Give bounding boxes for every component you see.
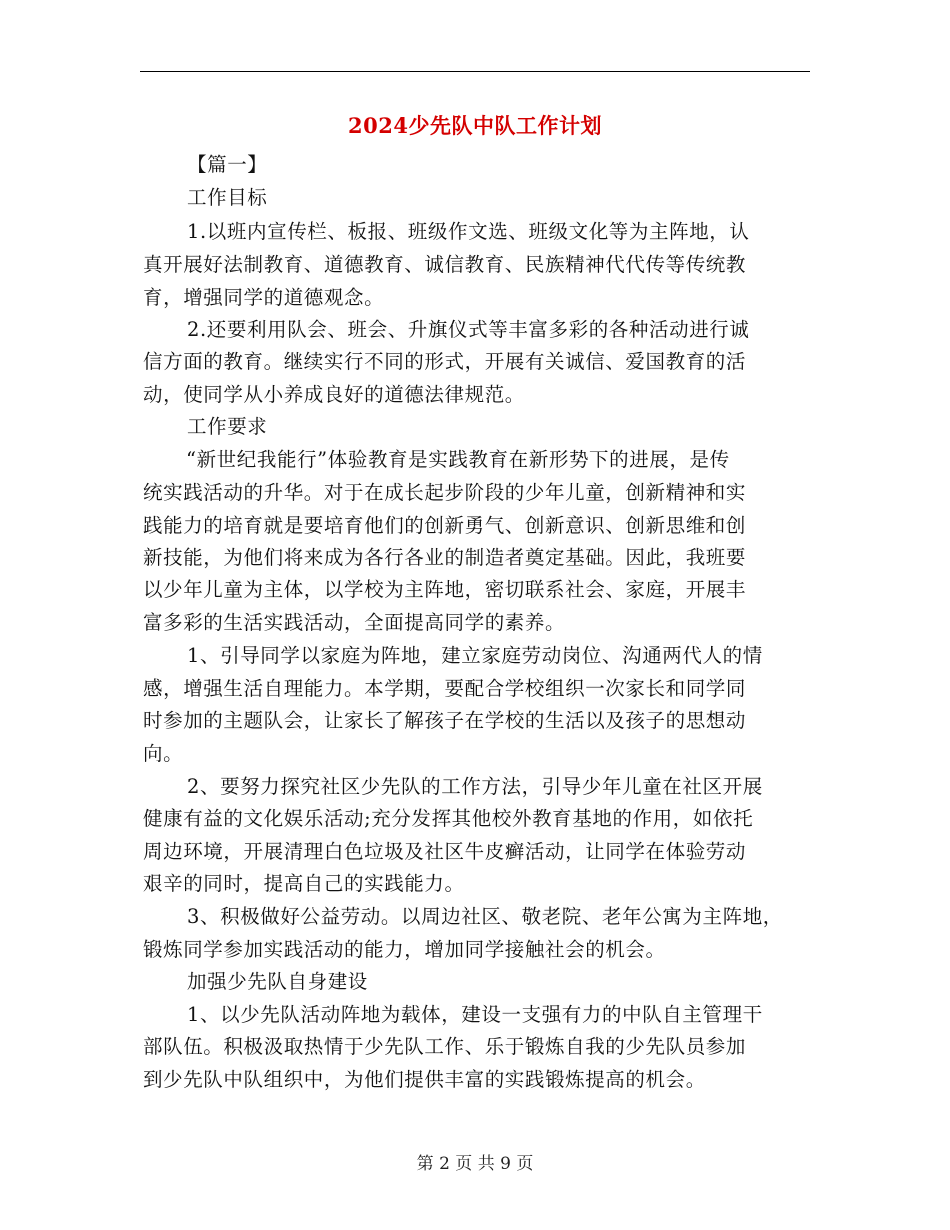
- paragraph-line: 践能力的培育就是要培育他们的创新勇气、创新意识、创新思维和创: [143, 514, 747, 537]
- page-number-label: 第 2 页 共 9 页: [416, 1154, 534, 1174]
- paragraph-line: 时参加的主题队会，让家长了解孩子在学校的生活以及孩子的思想动: [143, 709, 747, 732]
- paragraph-line: 信方面的教育。继续实行不同的形式，开展有关诚信、爱国教育的活: [143, 350, 747, 373]
- paragraph-line: 1、以少先队活动阵地为载体，建设一支强有力的中队自主管理干: [187, 1003, 763, 1026]
- subheading: 工作要求: [187, 415, 268, 438]
- paragraph-line: 动，使同学从小养成良好的道德法律规范。: [143, 383, 525, 406]
- paragraph-line: 健康有益的文化娱乐活动;充分发挥其他校外教育基地的作用，如依托: [143, 807, 754, 830]
- paragraph-line: 新技能，为他们将来成为各行各业的制造者奠定基础。因此，我班要: [143, 546, 747, 569]
- paragraph-line: 感，增强生活自理能力。本学期，要配合学校组织一次家长和同学同: [143, 677, 747, 700]
- paragraph-line: 富多彩的生活实践活动，全面提高同学的素养。: [143, 611, 566, 634]
- paragraph-line: 部队伍。积极汲取热情于少先队工作、乐于锻炼自我的少先队员参加: [143, 1035, 747, 1058]
- subheading: 工作目标: [187, 186, 268, 209]
- paragraph-line: 锻炼同学参加实践活动的能力，增加同学接触社会的机会。: [143, 938, 666, 961]
- paragraph-line: 到少先队中队组织中，为他们提供丰富的实践锻炼提高的机会。: [143, 1068, 706, 1091]
- paragraph-line: 以少年儿童为主体，以学校为主阵地，密切联系社会、家庭，开展丰: [143, 578, 747, 601]
- paragraph-line: 育，增强同学的道德观念。: [143, 286, 385, 309]
- paragraph-line: 周边环境，开展清理白色垃圾及社区牛皮癣活动，让同学在体验劳动: [143, 840, 747, 863]
- paragraph-line: 统实践活动的升华。对于在成长起步阶段的少年儿童，创新精神和实: [143, 481, 747, 504]
- paragraph-line: 3、积极做好公益劳动。以周边社区、敬老院、老年公寓为主阵地，: [187, 905, 783, 928]
- page-footer: [140, 1150, 810, 1178]
- paragraph-line: 1.以班内宣传栏、板报、班级作文选、班级文化等为主阵地，认: [187, 220, 750, 243]
- header-rule: [140, 71, 810, 72]
- document-title: 2024少先队中队工作计划: [348, 113, 602, 138]
- subheading: 加强少先队自身建设: [187, 970, 368, 993]
- paragraph-line: “新世纪我能行”体验教育是实践教育在新形势下的进展，是传: [186, 448, 730, 471]
- paragraph-line: 2.还要利用队会、班会、升旗仪式等丰富多彩的各种活动进行诚: [187, 318, 750, 341]
- section-heading: 【篇一】: [187, 153, 268, 176]
- paragraph-line: 向。: [143, 742, 184, 765]
- paragraph-line: 真开展好法制教育、道德教育、诚信教育、民族精神代代传等传统教: [143, 253, 747, 276]
- paragraph-line: 艰辛的同时，提高自己的实践能力。: [143, 872, 465, 895]
- paragraph-line: 1、引导同学以家庭为阵地，建立家庭劳动岗位、沟通两代人的情: [187, 644, 763, 667]
- paragraph-line: 2、要努力探究社区少先队的工作方法，引导少年儿童在社区开展: [187, 775, 763, 798]
